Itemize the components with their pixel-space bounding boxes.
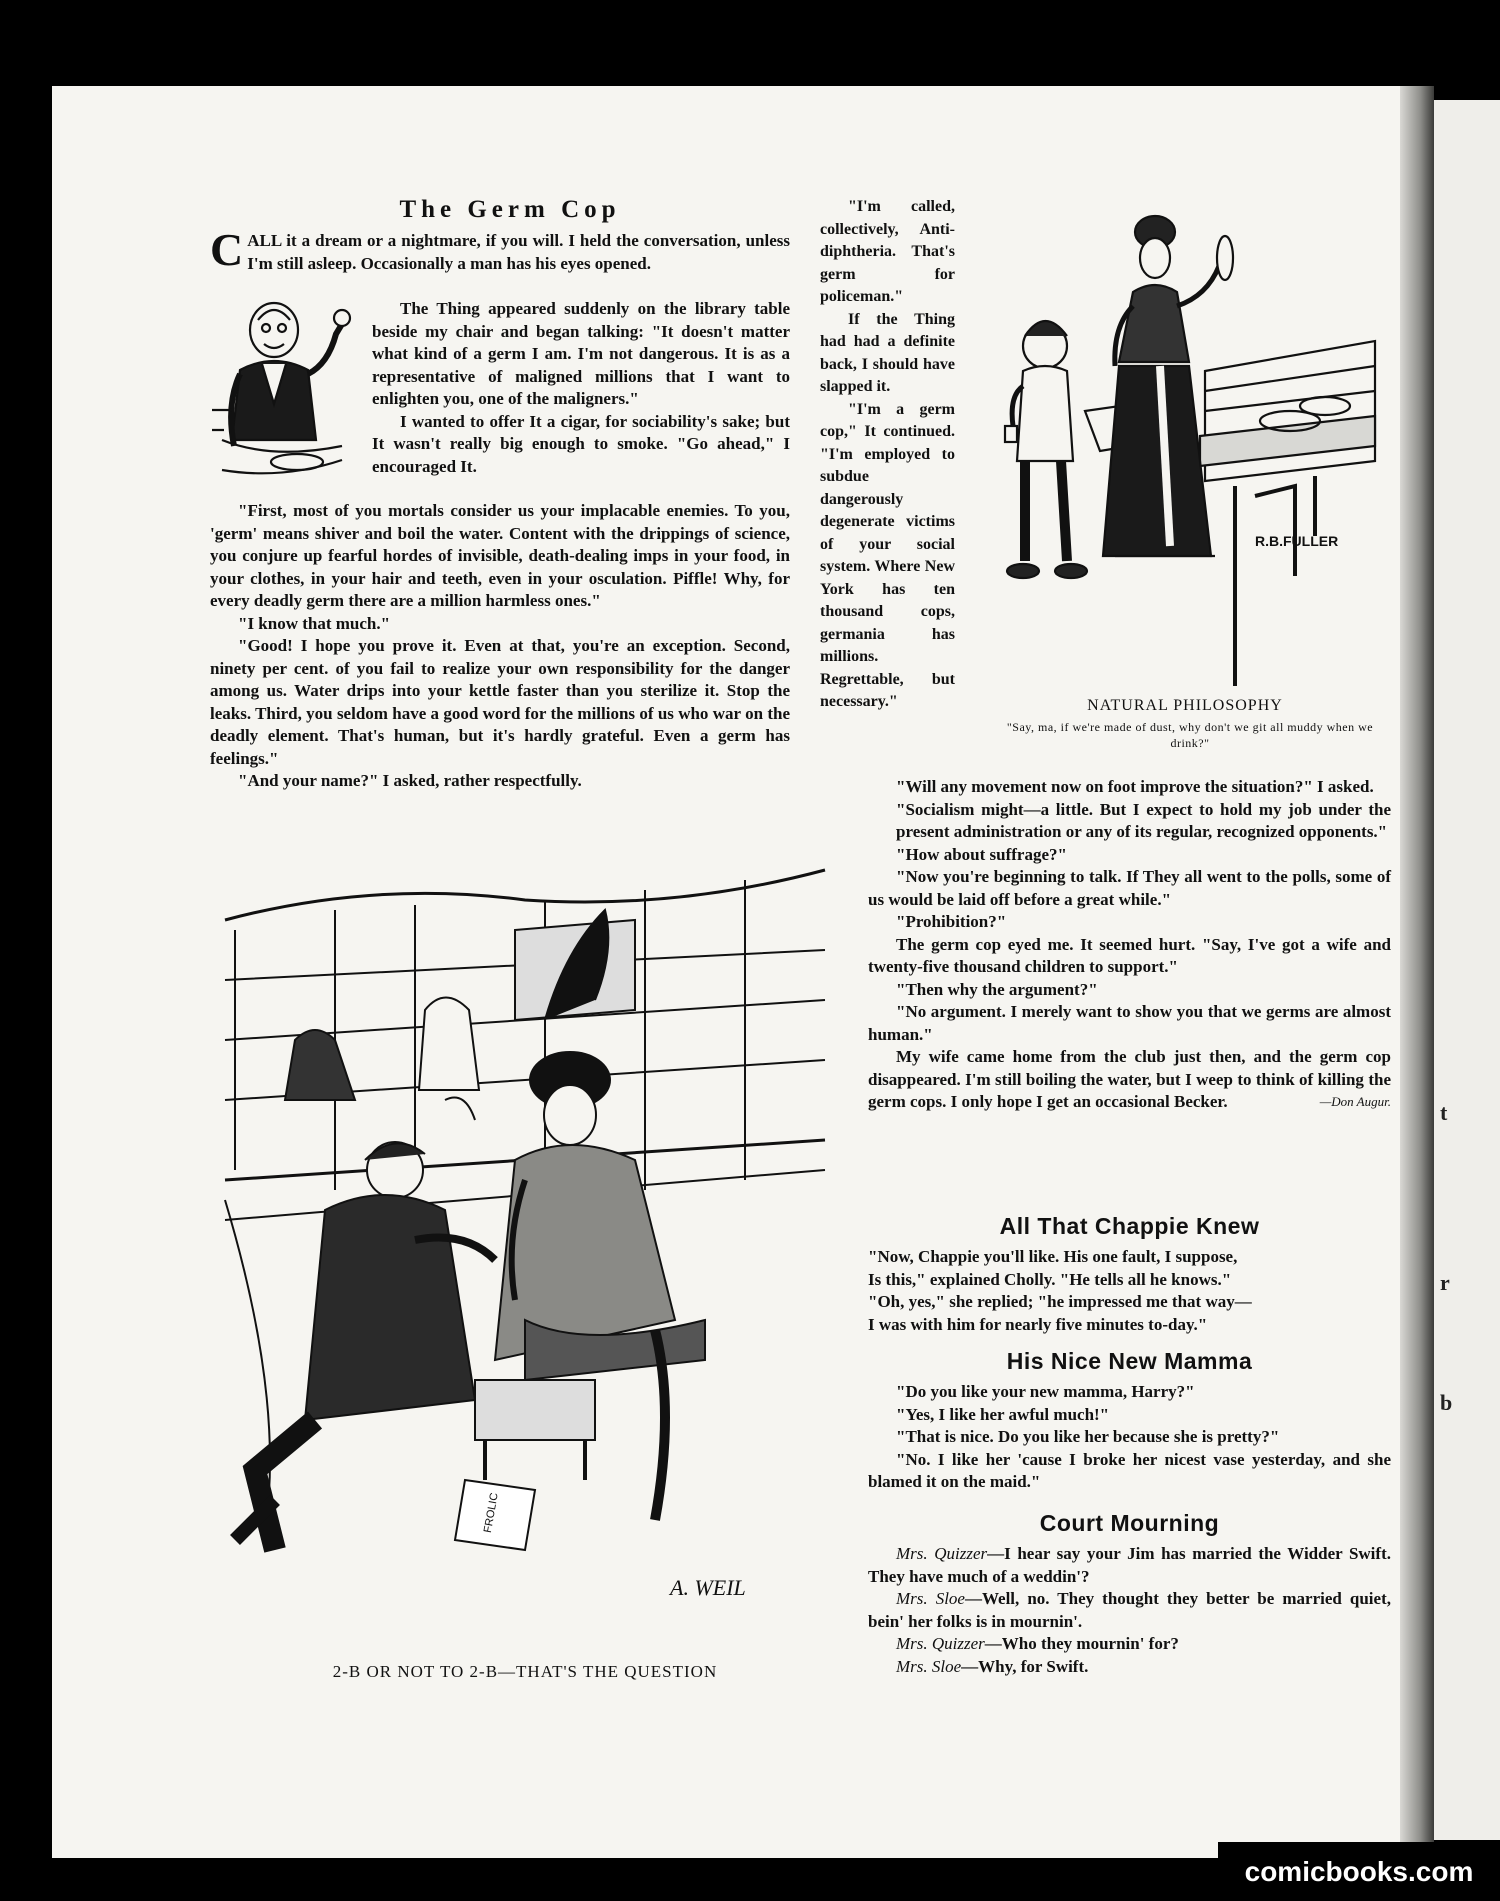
paragraph [868,1046,1391,1114]
paragraph: "First, most of you mortals consider us your implacable enemies. To you, 'germ' means shiver and boil the water. Content with the drippings of science, you conjure up fearful hordes of invisible, death-dealing imps in your food, in your clothes, in your hair and teeth, even in your osculation. Piffle! Why, for every deadly germ there are a million harmless ones." [210,501,790,610]
germ-cop-narrow-column [820,196,955,714]
germ-cop-body [210,500,790,793]
germ-cop-para-1 [372,298,790,478]
dialogue-line [868,1656,1391,1679]
line-text: —Why, for Swift. [961,1656,1089,1676]
poem-line: "Oh, yes," she replied; "he impressed me that way— [868,1292,1252,1311]
germ-figure-illustration [212,290,362,495]
chappie-title: All That Chappie Knew [999,1213,1260,1239]
speaker: Mrs. Sloe [896,1589,965,1608]
watermark-badge: comicbooks.com [1218,1842,1500,1901]
dialogue-line [868,1588,1391,1633]
line-text: —I hear say your Jim has married the Widder Swift. They have much of a weddin'? [868,1544,1391,1586]
line-text: —Who they mournin' for? [984,1634,1179,1653]
speaker: Mrs. Quizzer [896,1634,985,1653]
paragraph: "No. I like her 'cause I broke her nicest vase yesterday, and she blamed it on the maid." [868,1449,1391,1491]
speaker: Mrs. Quizzer [896,1544,988,1563]
paragraph: I wanted to offer It a cigar, for sociability's sake; but It wasn't really big enough to smoke. "Go ahead," I encouraged It. [372,411,790,476]
paragraph: The germ cop eyed me. It seemed hurt. "Say, I've got a wife and twenty-five thousand children to support." [868,934,1391,976]
paragraph: "And your name?" I asked, rather respectfully. [238,771,582,790]
author-signature: —Don Augur. [1319,1094,1391,1109]
mamma-text [868,1381,1391,1494]
paragraph: "Now you're beginning to talk. If They all went to the polls, some of us would be laid off before a great while." [868,867,1391,909]
frolic-box-label: FROLIC [481,1491,501,1534]
poem-line: "Now, Chappie you'll like. His one fault, I suppose, [868,1247,1238,1266]
natural-philosophy-subcaption: "Say, ma, if we're made of dust, why don't we git all muddy when we drink?" [1006,720,1374,750]
shoe-fitting-caption: 2-B OR NOT TO 2-B—THAT'S THE QUESTION [332,1662,718,1681]
paragraph: The Thing appeared suddenly on the library table beside my chair and began talking: "It doesn't matter what kind of a germ I am. I'm not dangerous. It is as a representative of maligned millions that I want to enlighten you, one of the maligners." [372,299,790,408]
paragraph: "Yes, I like her awful much!" [896,1404,1110,1424]
paragraph: "Then why the argument?" [896,979,1098,999]
paragraph: "How about suffrage?" [896,844,1067,864]
paragraph-text: My wife came home from the club just then, and the germ cop disappeared. I'm still boiling the water, but I weep to think of killing the germ cops. I only hope I get an occasional Becker. [868,1047,1391,1111]
paragraph: "That is nice. Do you like her because she is pretty?" [896,1427,1280,1446]
mamma-title: His Nice New Mamma [1006,1348,1253,1374]
speaker: Mrs. Sloe [896,1656,962,1676]
weil-signature: A. WEIL [670,1575,746,1600]
chappie-poem [868,1246,1391,1336]
paragraph: "Do you like your new mamma, Harry?" [896,1382,1195,1401]
drop-cap: C [210,224,244,275]
poem-line: I was with him for nearly five minutes to-day." [868,1314,1208,1334]
paragraph: If the Thing had had a definite back, I should have slapped it. [820,310,955,395]
paragraph: "Socialism might—a little. But I expect to hold my job under the present administration or any of its regular, recognized opponents." [896,799,1391,841]
dialogue-line [868,1633,1391,1656]
mourning-text [868,1543,1391,1678]
paragraph: "I know that much." [238,613,391,633]
dialogue-line [868,1543,1391,1588]
germ-cop-intro [210,224,790,275]
paragraph: "I'm a germ cop," It continued. "I'm employed to subdue dangerously degenerate victims of your social system. Where New York has ten thousand cops, germania has millions. Regrettable, but necessary." [820,400,955,710]
shoe-fitting-cartoon [215,860,835,1615]
paragraph: "I'm called, collectively, Anti-diphtheria. That's germ for policeman." [820,198,955,305]
paragraph: "Will any movement now on foot improve the situation?" I asked. [896,777,1374,796]
next-page-edge: t r b [1434,100,1500,1840]
germ-cop-title: The Germ Cop [399,196,621,223]
natural-philosophy-caption: NATURAL PHILOSOPHY [1087,697,1283,714]
fuller-signature: R.B.FULLER [1255,533,1339,549]
line-text: —Well, no. They thought they better be married quiet, bein' her folks is in mournin'. [868,1589,1391,1631]
mourning-title: Court Mourning [1039,1510,1220,1536]
paragraph: "No argument. I merely want to show you that we germs are almost human." [868,1002,1391,1044]
intro-text: ALL it a dream or a nightmare, if you will. I held the conversation, unless I'm still asleep. Occasionally a man has his eyes opened. [247,231,790,273]
paragraph: "Good! I hope you prove it. Even at that, you're an exception. Second, ninety per cent. of you fail to realize your own responsibility for the danger among us. Water drips into your kettle faster than you sterilize it. Stop the leaks. Third, you seldom have a good word for the millions of us who war on the deadly element. That's human, but it's hardly grateful. Even a germ has feelings." [210,636,790,768]
page-spine [1400,86,1434,1858]
paragraph: "Prohibition?" [896,912,1007,931]
natural-philosophy-cartoon [985,196,1385,686]
germ-cop-continuation [868,776,1391,1114]
poem-line: Is this," explained Cholly. "He tells all he knows." [868,1269,1232,1289]
